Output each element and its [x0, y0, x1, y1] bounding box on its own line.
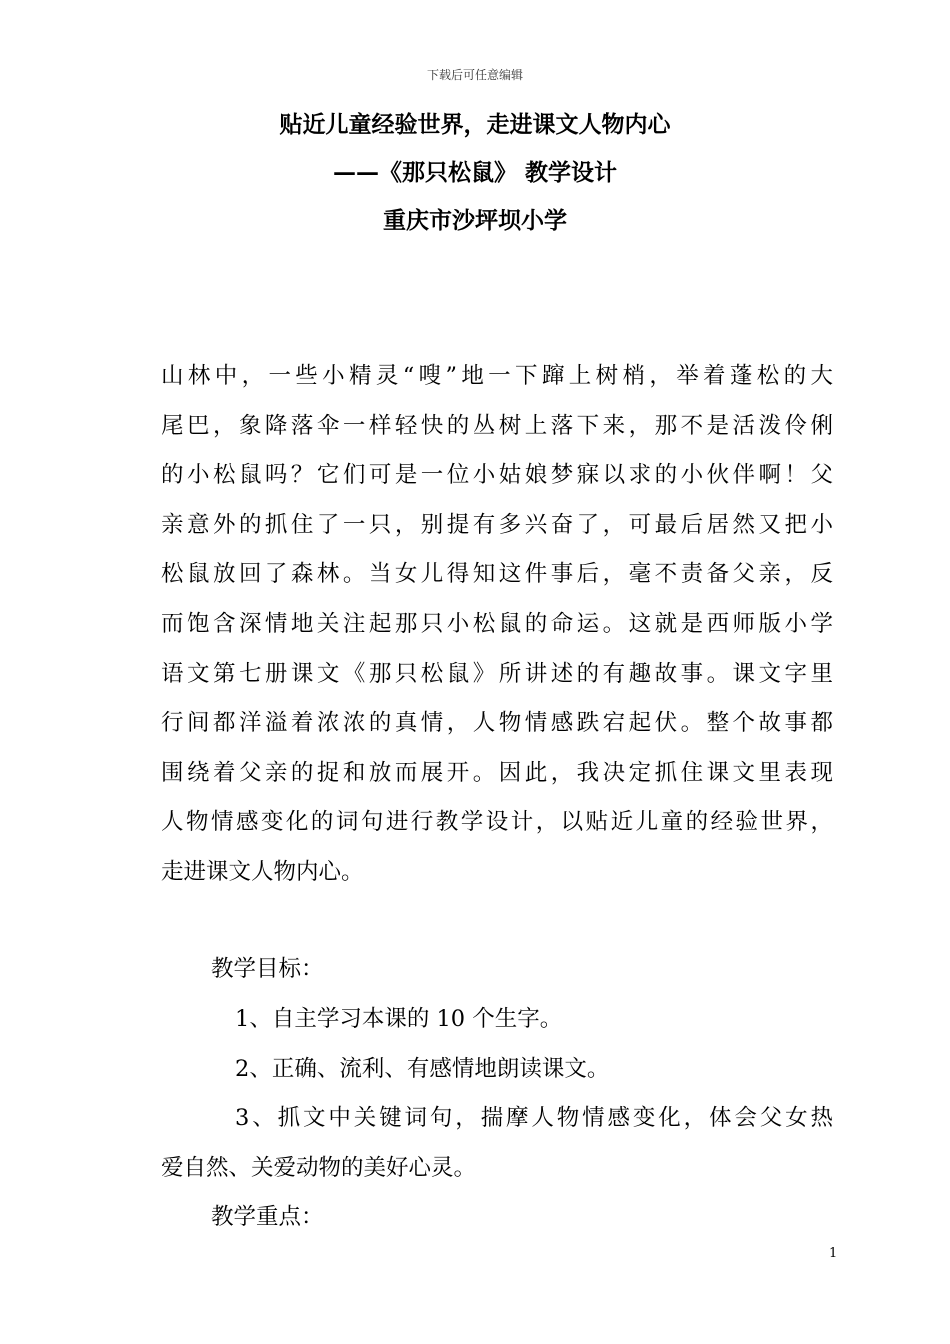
intro-line: 围绕着父亲的捉和放而展开。因此，我决定抓住课文里表现 [161, 759, 833, 786]
intro-line: 而饱含深情地关注起那只小松鼠的命运。这就是西师版小学 [161, 610, 833, 637]
intro-line: 亲意外的抓住了一只，别提有多兴奋了，可最后居然又把小 [161, 511, 833, 538]
intro-line: 走进课文人物内心。 [161, 858, 364, 885]
intro-paragraph [161, 352, 833, 898]
intro-line: 人物情感变化的词句进行教学设计，以贴近儿童的经验世界， [161, 809, 833, 836]
intro-line: 语文第七册课文《那只松鼠》所讲述的有趣故事。课文字里 [161, 660, 833, 687]
page-number: 1 [829, 1246, 838, 1261]
objective-item-2: 2、正确、流利、有感情地朗读课文。 [235, 1055, 610, 1082]
objective-item-3: 3、抓文中关键词句，揣摩人物情感变化，体会父女热 [235, 1105, 833, 1132]
title-block [0, 108, 950, 252]
intro-line: 的小松鼠吗？它们可是一位小姑娘梦寐以求的小伙伴啊！父 [161, 462, 833, 489]
document-title: 贴近儿童经验世界，走进课文人物内心 [279, 111, 671, 138]
objective-item-1: 1、自主学习本课的 10 个生字。 [235, 1006, 563, 1032]
intro-line: 尾巴，象降落伞一样轻快的丛树上落下来，那不是活泼伶俐 [161, 412, 833, 439]
document-subtitle: ——《那只松鼠》 教学设计 [332, 159, 617, 186]
header-note: 下载后可任意编辑 [426, 68, 523, 82]
intro-line: 松鼠放回了森林。当女儿得知这件事后，毫不责备父亲，反 [161, 561, 833, 588]
objective-item-3-continuation: 爱自然、关爱动物的美好心灵。 [161, 1154, 477, 1181]
objectives-list [161, 995, 841, 1193]
key-points-heading: 教学重点： [211, 1204, 324, 1230]
intro-line: 山林中，一些小精灵“嗖”地一下蹿上树梢，举着蓬松的大 [161, 363, 833, 389]
intro-line: 行间都洋溢着浓浓的真情，人物情感跌宕起伏。整个故事都 [161, 710, 833, 737]
school-name: 重庆市沙坪坝小学 [383, 207, 567, 234]
objectives-heading: 教学目标： [211, 956, 324, 982]
